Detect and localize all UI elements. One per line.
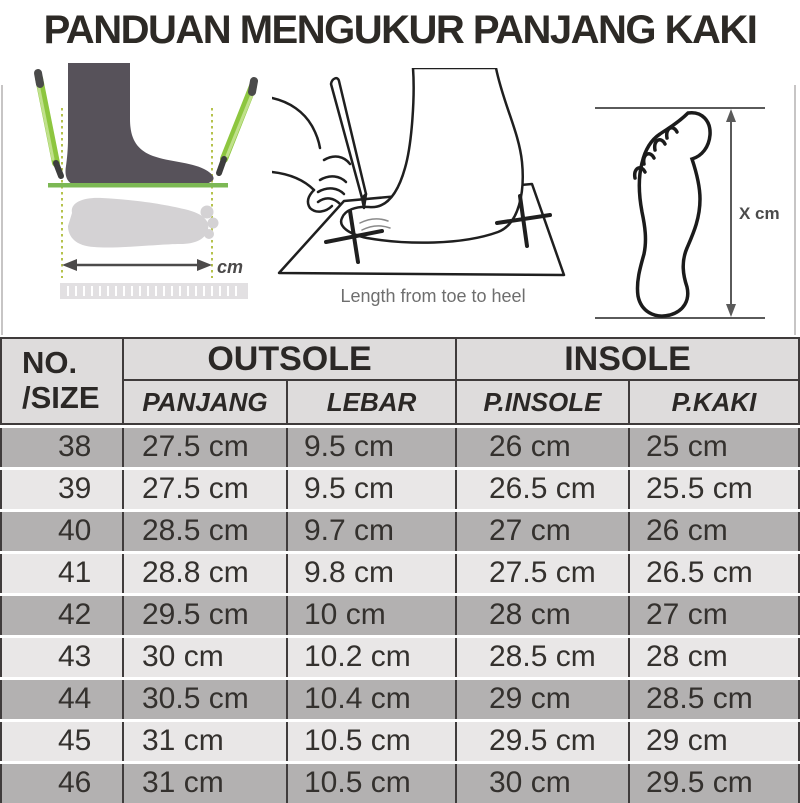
p-kaki-cell: 26.5 cm (646, 556, 753, 589)
size-table (0, 337, 800, 803)
ruler-icon (60, 283, 248, 299)
p-kaki-cell: 28.5 cm (646, 682, 753, 715)
header-p-insole: P.INSOLE (457, 381, 630, 423)
table-row (0, 596, 800, 635)
vertical-arrow (726, 109, 736, 317)
lebar-cell: 10.5 cm (288, 764, 457, 803)
right-edge-divider (794, 85, 796, 335)
footprint-outline (637, 113, 710, 316)
p-kaki-cell: 28 cm (646, 640, 728, 673)
size-table-body (0, 428, 800, 803)
p-insole-cell: 27.5 cm (457, 554, 630, 593)
size-cell: 41 (2, 554, 124, 593)
size-cell: 40 (2, 512, 124, 551)
size-cell: 46 (2, 764, 124, 803)
left-pencil-icon (37, 73, 61, 176)
foot-outline (341, 68, 523, 243)
size-cell: 42 (2, 596, 124, 635)
p-insole-cell: 29 cm (457, 680, 630, 719)
lebar-cell: 9.5 cm (288, 428, 457, 467)
p-kaki-cell: 29 cm (646, 724, 728, 757)
panjang-cell: 28.5 cm (124, 512, 288, 551)
p-insole-cell: 29.5 cm (457, 722, 630, 761)
footprint-shadow (68, 198, 219, 248)
header-size: /SIZE (22, 380, 100, 415)
p-kaki-cell: 29.5 cm (646, 766, 753, 799)
size-cell: 43 (2, 638, 124, 677)
table-row (0, 638, 800, 677)
header-no-size (2, 339, 124, 423)
panjang-cell: 29.5 cm (124, 596, 288, 635)
table-row (0, 512, 800, 551)
table-row (0, 722, 800, 761)
panjang-cell: 30.5 cm (124, 680, 288, 719)
header-lebar: LEBAR (288, 381, 457, 423)
size-cell: 38 (2, 428, 124, 467)
trace-foot-caption: Length from toe to heel (340, 286, 526, 306)
size-table-header (0, 337, 800, 425)
right-pencil-icon (219, 81, 255, 173)
base-line (48, 183, 228, 188)
header-insole: INSOLE (457, 339, 798, 381)
p-insole-cell: 27 cm (457, 512, 630, 551)
table-row (0, 554, 800, 593)
table-row (0, 764, 800, 803)
panjang-cell: 27.5 cm (124, 428, 288, 467)
p-kaki-cell: 26 cm (646, 514, 728, 547)
p-insole-cell: 28.5 cm (457, 638, 630, 677)
header-outsole: OUTSOLE (124, 339, 457, 381)
panjang-cell: 31 cm (124, 722, 288, 761)
p-insole-cell: 26 cm (457, 428, 630, 467)
table-row (0, 428, 800, 467)
p-kaki-cell: 25.5 cm (646, 472, 753, 505)
size-cell: 44 (2, 680, 124, 719)
lebar-cell: 9.8 cm (288, 554, 457, 593)
header-no: NO. (22, 345, 78, 381)
page-title: PANDUAN MENGUKUR PANJANG KAKI (43, 8, 757, 52)
p-insole-cell: 26.5 cm (457, 470, 630, 509)
panjang-cell: 31 cm (124, 764, 288, 803)
lebar-cell: 9.7 cm (288, 512, 457, 551)
p-insole-cell: 28 cm (457, 596, 630, 635)
lebar-cell: 10.5 cm (288, 722, 457, 761)
header-p-kaki: P.KAKI (671, 386, 757, 417)
lebar-cell: 10.2 cm (288, 638, 457, 677)
lebar-cell: 9.5 cm (288, 470, 457, 509)
footprint-length-illustration (593, 68, 793, 330)
foot-silhouette (66, 63, 214, 185)
panjang-cell: 30 cm (124, 638, 288, 677)
panjang-cell: 28.8 cm (124, 554, 288, 593)
length-arrow (62, 259, 212, 271)
panjang-cell: 27.5 cm (124, 470, 288, 509)
trace-foot-illustration (272, 68, 577, 286)
header-panjang: PANJANG (124, 381, 288, 423)
x-cm-label: X cm (739, 204, 780, 223)
p-kaki-cell: 27 cm (646, 598, 728, 631)
size-cell: 45 (2, 722, 124, 761)
p-insole-cell: 30 cm (457, 764, 630, 803)
lebar-cell: 10 cm (288, 596, 457, 635)
size-cell: 39 (2, 470, 124, 509)
p-kaki-cell: 25 cm (646, 430, 728, 463)
left-edge-divider (1, 85, 3, 335)
foot-side-measure-illustration (10, 63, 260, 333)
lebar-cell: 10.4 cm (288, 680, 457, 719)
table-row (0, 470, 800, 509)
cm-unit-label: cm (217, 257, 244, 277)
table-row (0, 680, 800, 719)
